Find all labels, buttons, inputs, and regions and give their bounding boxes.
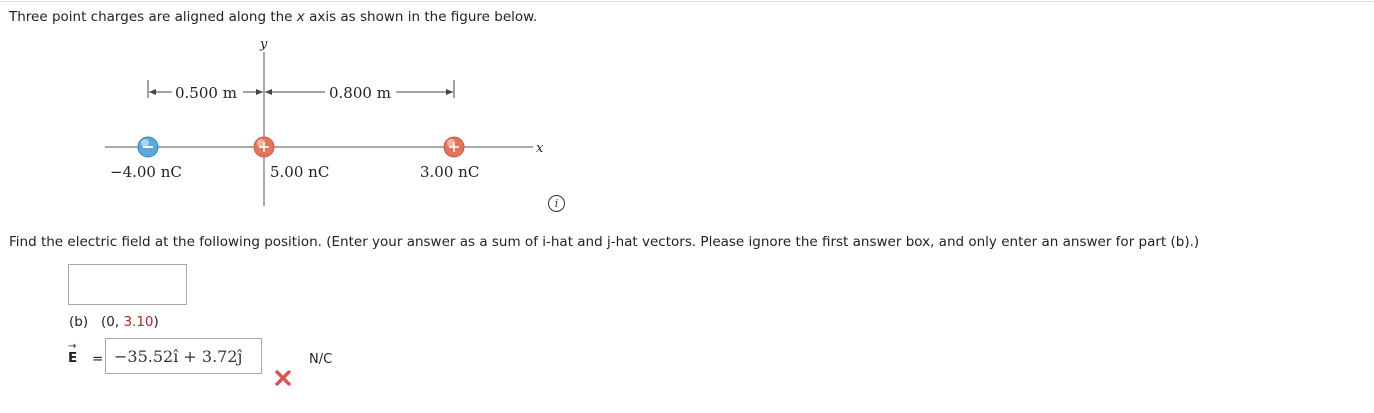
dim-arrow-right-end — [446, 89, 453, 95]
dim-arrow-left-end — [256, 89, 263, 95]
coord-open: (0, — [100, 314, 124, 330]
equals-sign: = — [92, 351, 104, 367]
problem-intro — [9, 9, 537, 25]
part-b-header — [69, 314, 159, 330]
charge-highlight — [141, 139, 149, 147]
y-axis-label: y — [260, 37, 268, 52]
charge-label-2: 5.00 nC — [270, 163, 330, 181]
incorrect-x-icon — [274, 369, 292, 387]
instruction-text: Find the electric field at the following position. (Enter your answer as a sum of i-hat and j-hat vectors. Please ignore the first answer box, and only enter an answer for part (b).) — [9, 234, 1200, 250]
x-axis-label: x — [536, 141, 544, 156]
part-b-letter: (b) — [69, 314, 89, 330]
intro-text-start: Three point charges are aligned along the — [9, 9, 297, 25]
charges-diagram — [100, 36, 560, 216]
intro-text-end: axis as shown in the figure below. — [304, 9, 538, 25]
dim-label-left: 0.500 m — [175, 84, 237, 102]
dim-label-right: 0.800 m — [329, 84, 391, 102]
charge-positive-3nc — [444, 137, 464, 157]
charges-figure — [100, 36, 560, 216]
charge-label-1: −4.00 nC — [110, 163, 182, 181]
unit-label: N/C — [309, 352, 333, 367]
charge-positive-5nc — [254, 137, 274, 157]
part-a-answer-input[interactable] — [68, 264, 187, 305]
vector-arrow-icon: → — [68, 341, 77, 352]
field-symbol-letter: E — [68, 350, 78, 366]
dim-arrow-left-start — [149, 89, 156, 95]
charge-label-3: 3.00 nC — [420, 163, 480, 181]
coord-close: ) — [153, 314, 159, 330]
top-divider — [0, 1, 1374, 2]
info-icon[interactable]: i — [548, 195, 565, 212]
coord-value: 3.10 — [123, 314, 154, 330]
intro-axis-variable: x — [296, 9, 305, 25]
charge-negative-4nc — [138, 137, 158, 157]
field-symbol — [68, 341, 78, 366]
part-b-answer-input[interactable]: −35.52î + 3.72ĵ — [105, 338, 262, 374]
dim-arrow-right-start — [265, 89, 272, 95]
